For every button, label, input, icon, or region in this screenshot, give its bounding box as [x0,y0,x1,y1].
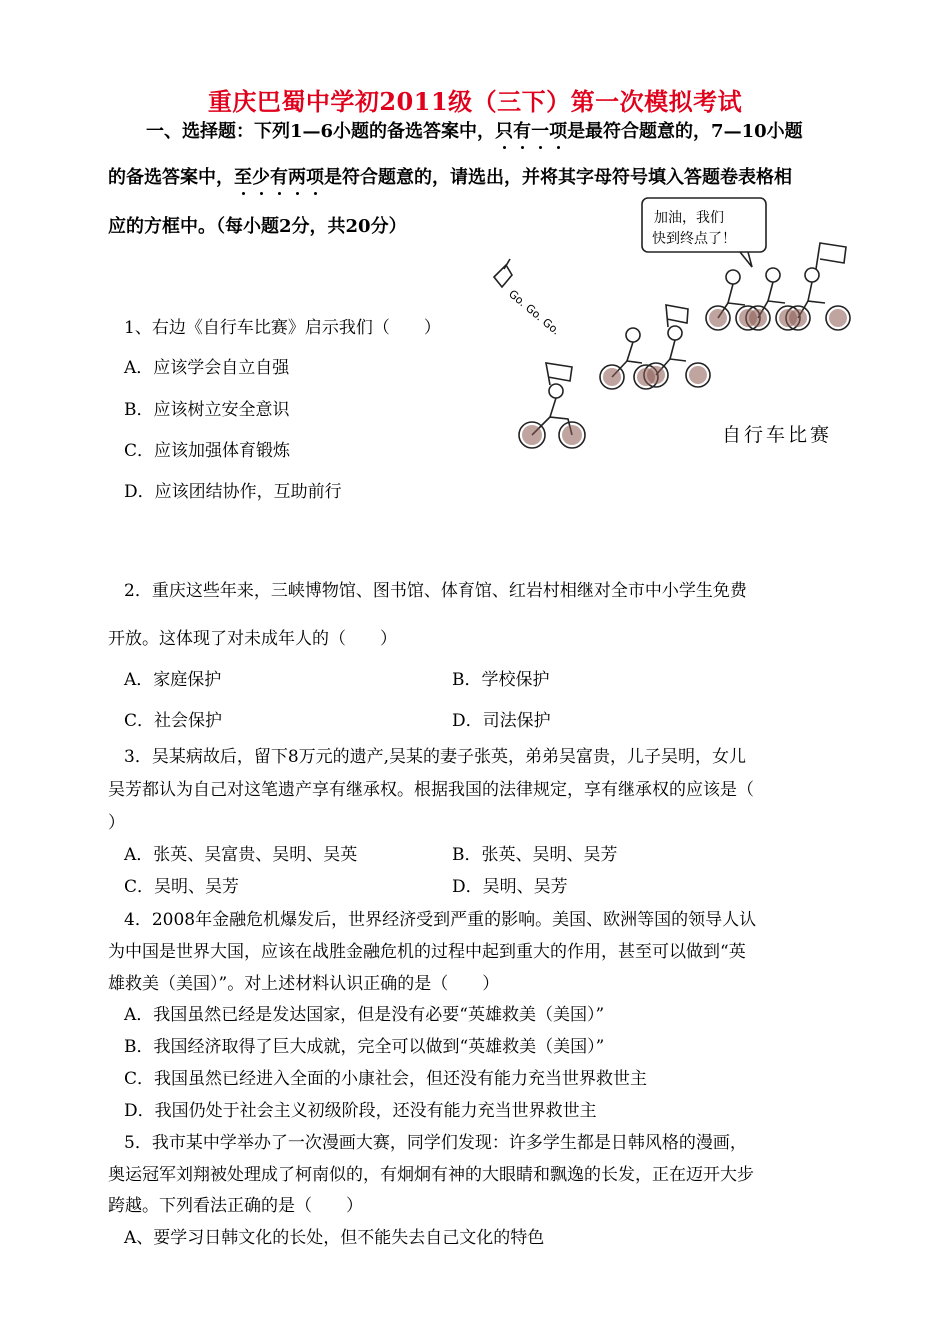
q4-option-b: B．我国经济取得了巨大成就，完全可以做到“英雄救美（美国）” [124,1037,605,1057]
section1-line2-part-a: 的备选答案中， [108,167,234,188]
q5-line2: 奥运冠军刘翔被处理成了柯南似的，有炯炯有神的大眼睛和飘逸的长发，正在迈开大步 [108,1165,754,1185]
q2-option-a: A．家庭保护 [124,670,222,690]
emphasis-char: 至 [234,167,252,188]
section1-emphasis-at-least-two [234,167,324,188]
speech-bubble-line2: 快到终点了！ [652,231,736,247]
q1-option-c: C．应该加强体育锻炼 [124,441,291,461]
emphasis-char: 有 [270,167,288,188]
section1-line1-part-b: 是最符合题意的，7—10小题 [567,121,803,142]
section1-line3: 应的方框中。（每小题2分，共20分） [108,216,407,237]
emphasis-char: 少 [252,167,270,188]
q4-line3: 雄救美（美国）”。对上述材料认识正确的是（ ） [108,974,500,994]
q1-option-b: B．应该树立安全意识 [124,400,290,420]
q2-option-c: C．社会保护 [124,711,223,731]
q4-line2: 为中国是世界大国，应该在战胜金融危机的过程中起到重大的作用，甚至可以做到“英 [108,942,746,962]
q4-option-a: A．我国虽然已经是发达国家，但是没有必要“英雄救美（美国）” [124,1005,605,1025]
q4-line1: 4．2008年金融危机爆发后，世界经济受到严重的影响。美国、欧洲等国的领导人认 [124,910,757,930]
q3-line3: ） [108,813,125,833]
q2-line1: 2．重庆这些年来，三峡博物馆、图书馆、体育馆、红岩村相继对全市中小学生免费 [124,581,747,601]
cyclist-team-leading [706,243,850,330]
section1-line1 [146,117,803,143]
emphasis-char: 项 [306,167,324,188]
q4-option-c: C．我国虽然已经进入全面的小康社会，但还没有能力充当世界救世主 [124,1069,648,1089]
q3-option-b: B．张英、吴明、吴芳 [452,845,618,865]
q2-option-b: B．学校保护 [452,670,550,690]
emphasis-char: 一 [531,121,550,142]
q3-line1: 3．吴某病故后，留下8万元的遗产,吴某的妻子张英，弟弟吴富贵，儿子吴明，女儿 [124,747,747,767]
q1-option-d: D．应该团结协作，互助前行 [124,482,342,502]
section1-line2-part-b: 是符合题意的，请选出，并将其字母符号填入答题卷表格相 [324,167,792,188]
section1-emphasis-only-one [495,121,567,142]
q3-option-a: A．张英、吴富贵、吴明、吴英 [124,845,358,865]
q5-line1: 5．我市某中学举办了一次漫画大赛，同学们发现：许多学生都是日韩风格的漫画， [124,1133,747,1153]
emphasis-char: 只 [495,121,514,142]
section1-line1-part-a: 一、选择题：下列1—6小题的备选答案中， [146,121,496,142]
q4-option-d: D．我国仍处于社会主义初级阶段，还没有能力充当世界救世主 [124,1101,597,1121]
bicycle-race-cartoon [490,195,865,465]
speech-bubble-line1: 加油，我们 [654,210,724,226]
cartoon-caption: 自行车比赛 [722,424,833,446]
emphasis-char: 两 [288,167,306,188]
q3-line2: 吴芳都认为自己对这笔遗产享有继承权。根据我国的法律规定，享有继承权的应该是（ [108,780,754,800]
section1-line2 [108,163,792,189]
emphasis-char: 项 [549,121,568,142]
q1-stem: 1、右边《自行车比赛》启示我们（ ） [124,318,441,338]
q1-option-a: A．应该学会自立自强 [124,358,290,378]
q2-option-d: D．司法保护 [452,711,551,731]
emphasis-char: 有 [513,121,532,142]
cheer-text: Go. Go. Go. [506,287,563,338]
exam-title: 重庆巴蜀中学初2011级（三下）第一次模拟考试 [207,87,743,116]
q2-line2: 开放。这体现了对未成年人的（ ） [108,629,397,649]
q3-option-c: C．吴明、吴芳 [124,877,240,897]
q3-option-d: D．吴明、吴芳 [452,877,568,897]
q5-option-a: A、要学习日韩文化的长处，但不能失去自己文化的特色 [124,1228,545,1248]
q5-line3: 跨越。下列看法正确的是（ ） [108,1196,363,1216]
